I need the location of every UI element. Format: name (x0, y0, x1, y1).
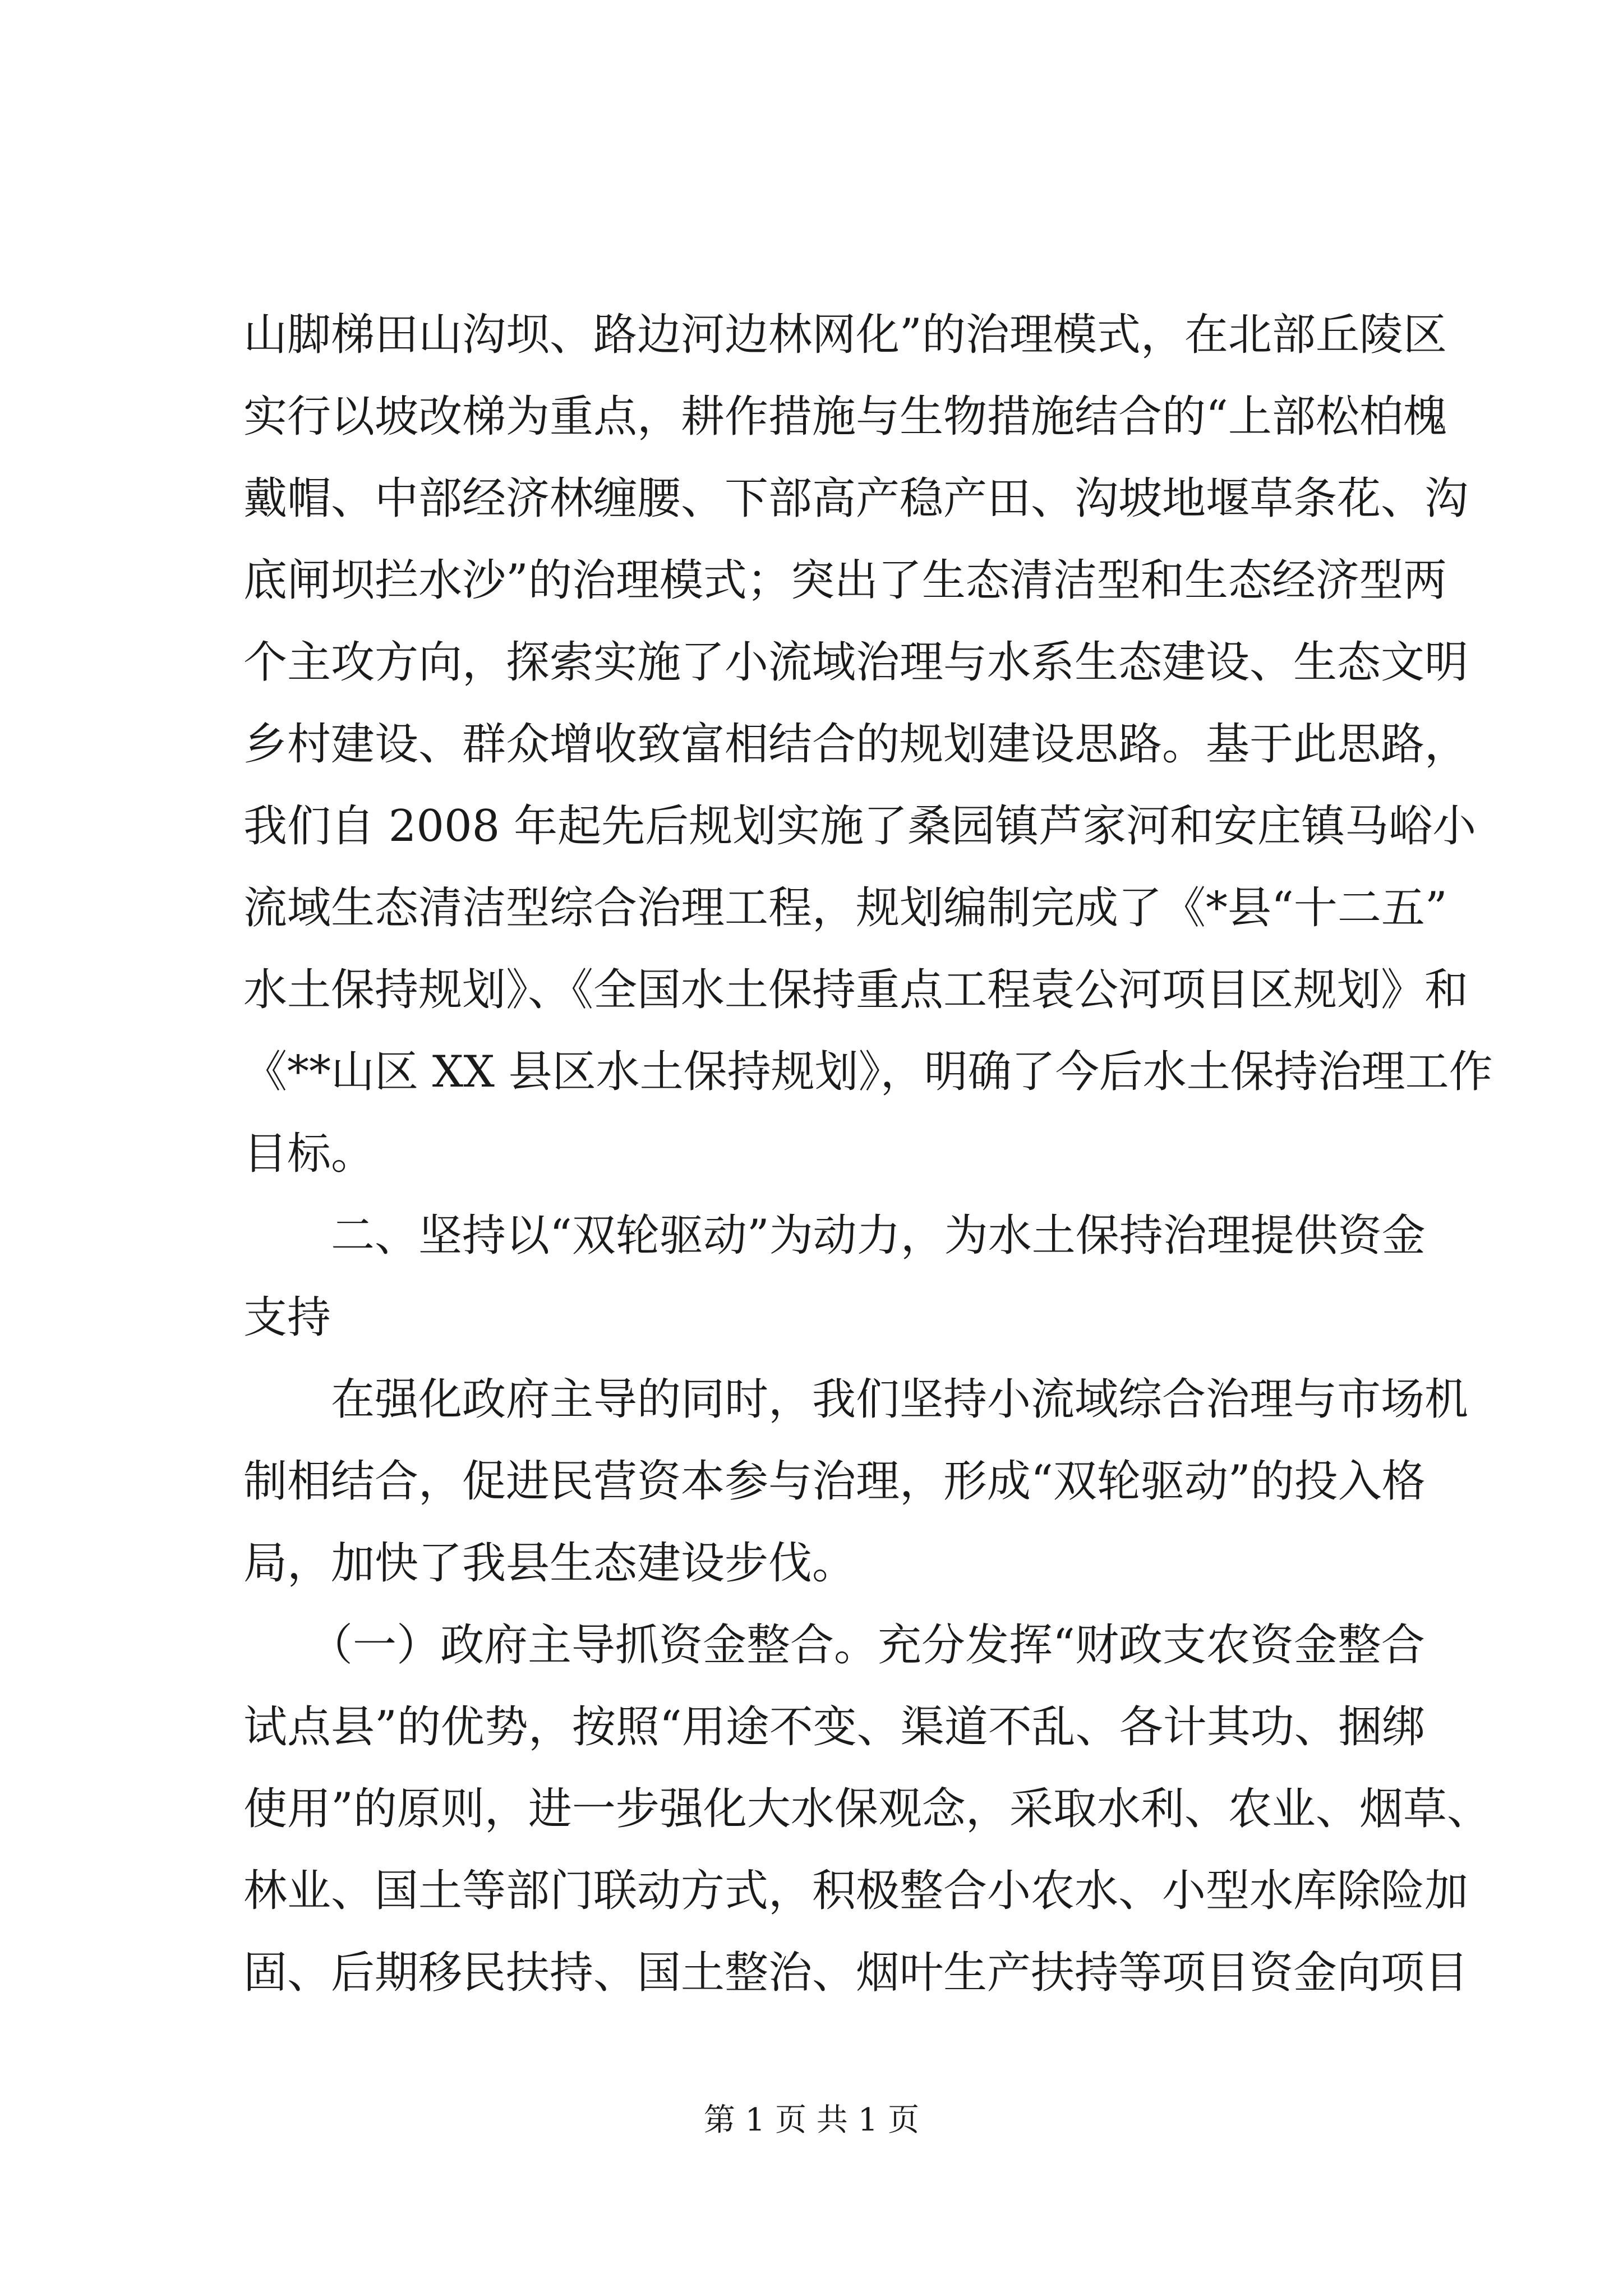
text-line: 局，加快了我县生态建设步伐。 (243, 1538, 856, 1589)
text-line: 戴帽、中部经济林缠腰、下部高产稳产田、沟坡地堰草条花、沟 (243, 473, 1469, 524)
text-line: 实行以坡改梯为重点，耕作措施与生物措施结合的“上部松柏槐 (243, 392, 1447, 442)
text-line: 固、后期移民扶持、国土整治、烟叶生产扶持等项目资金向项目 (243, 1948, 1469, 1998)
section-heading: 二、坚持以“双轮驱动”为动力，为水土保持治理提供资金 (243, 1211, 1426, 1261)
text-line: 制相结合，促进民营资本参与治理，形成“双轮驱动”的投入格 (243, 1456, 1426, 1507)
text-line: 我们自 2008 年起先后规划实施了桑园镇芦家河和安庄镇马峪小 (243, 801, 1477, 852)
text-line: 使用”的原则，进一步强化大水保观念，采取水利、农业、烟草、 (243, 1784, 1491, 1834)
page-footer: 第 1 页 共 1 页 (703, 2102, 920, 2138)
text-line: 山脚梯田山沟坝、路边河边林网化”的治理模式，在北部丘陵区 (243, 310, 1447, 360)
text-line: 流域生态清洁型综合治理工程，规划编制完成了《*县“十二五” (243, 883, 1447, 933)
text-line: 在强化政府主导的同时，我们坚持小流域综合治理与市场机 (243, 1374, 1469, 1425)
text-line: 个主攻方向，探索实施了小流域治理与水系生态建设、生态文明 (243, 637, 1469, 688)
text-line: （一）政府主导抓资金整合。充分发挥“财政支农资金整合 (243, 1620, 1425, 1671)
text-line: 乡村建设、群众增收致富相结合的规划建设思路。基于此思路， (243, 719, 1469, 770)
text-line: 底闸坝拦水沙”的治理模式；突出了生态清洁型和生态经济型两 (243, 555, 1447, 606)
text-line: 目标。 (243, 1129, 375, 1179)
text-line: 水土保持规划》、《全国水土保持重点工程袁公河项目区规划》和 (243, 965, 1469, 1015)
section-heading: 支持 (243, 1292, 331, 1343)
text-line: 试点县”的优势，按照“用途不变、渠道不乱、各计其功、捆绑 (243, 1702, 1426, 1752)
text-line: 《**山区 XX 县区水土保持规划》，明确了今后水土保持治理工作 (243, 1047, 1493, 1097)
text-line: 林业、国土等部门联动方式，积极整合小农水、小型水库除险加 (243, 1866, 1469, 1916)
